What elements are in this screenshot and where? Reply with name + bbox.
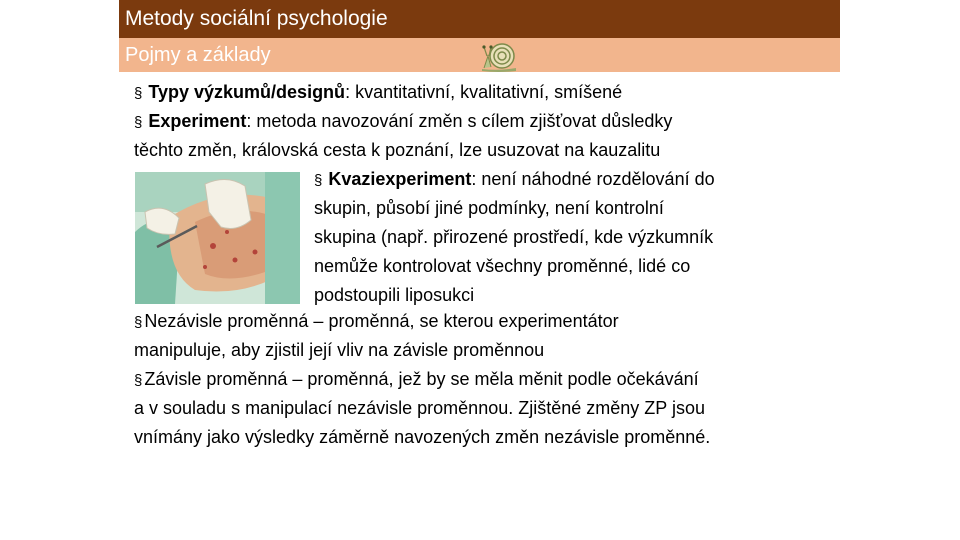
- list-item: § Typy výzkumů/designů: kvantitativní, kvalitativní, smíšené: [134, 82, 623, 102]
- slide-title: Metody sociální psychologie: [125, 7, 388, 30]
- bullet-icon: §: [134, 114, 143, 131]
- list-item-continuation: a v souladu s manipulací nezávisle proměnnou. Zjištěné změny ZP jsou: [134, 398, 705, 418]
- slide-subtitle: Pojmy a základy: [125, 44, 271, 66]
- list-item-continuation: těchto změn, královská cesta k poznání, lze usuzovat na kauzalitu: [134, 140, 661, 160]
- bullet-icon: §: [134, 314, 143, 331]
- list-item: § Závisle proměnná – proměnná, jež by se měla měnit podle očekávání: [134, 369, 699, 389]
- bullet-icon: §: [134, 372, 143, 389]
- list-item: § Nezávisle proměnná – proměnná, se kterou experimentátor: [134, 311, 619, 331]
- term: Kvaziexperiment: [328, 169, 472, 189]
- bullet-icon: §: [314, 172, 323, 189]
- list-item-continuation: skupin, působí jiné podmínky, není kontrolní: [314, 198, 664, 218]
- snail-icon: [478, 38, 520, 74]
- term: Experiment: [148, 111, 247, 131]
- title-bar: [119, 0, 840, 38]
- term: Typy výzkumů/designů: [148, 82, 346, 102]
- list-item-continuation: vnímány jako výsledky záměrně navozených změn nezávisle proměnné.: [134, 427, 711, 447]
- content-indented: [314, 165, 834, 310]
- list-item-continuation: podstoupili liposukci: [314, 285, 475, 305]
- content-top: [134, 78, 840, 165]
- list-item: § Kvaziexperiment: není náhodné rozdělování do: [314, 169, 715, 189]
- surgery-photo: [135, 172, 300, 304]
- list-item-continuation: skupina (např. přirozené prostředí, kde výzkumník: [314, 227, 714, 247]
- list-item-continuation: manipuluje, aby zjistil její vliv na závisle proměnnou: [134, 340, 545, 360]
- list-item-continuation: nemůže kontrolovat všechny proměnné, lidé co: [314, 256, 691, 276]
- bullet-icon: §: [134, 85, 143, 102]
- content-bottom: [134, 307, 840, 452]
- list-item: § Experiment: metoda navozování změn s cílem zjišťovat důsledky: [134, 111, 673, 131]
